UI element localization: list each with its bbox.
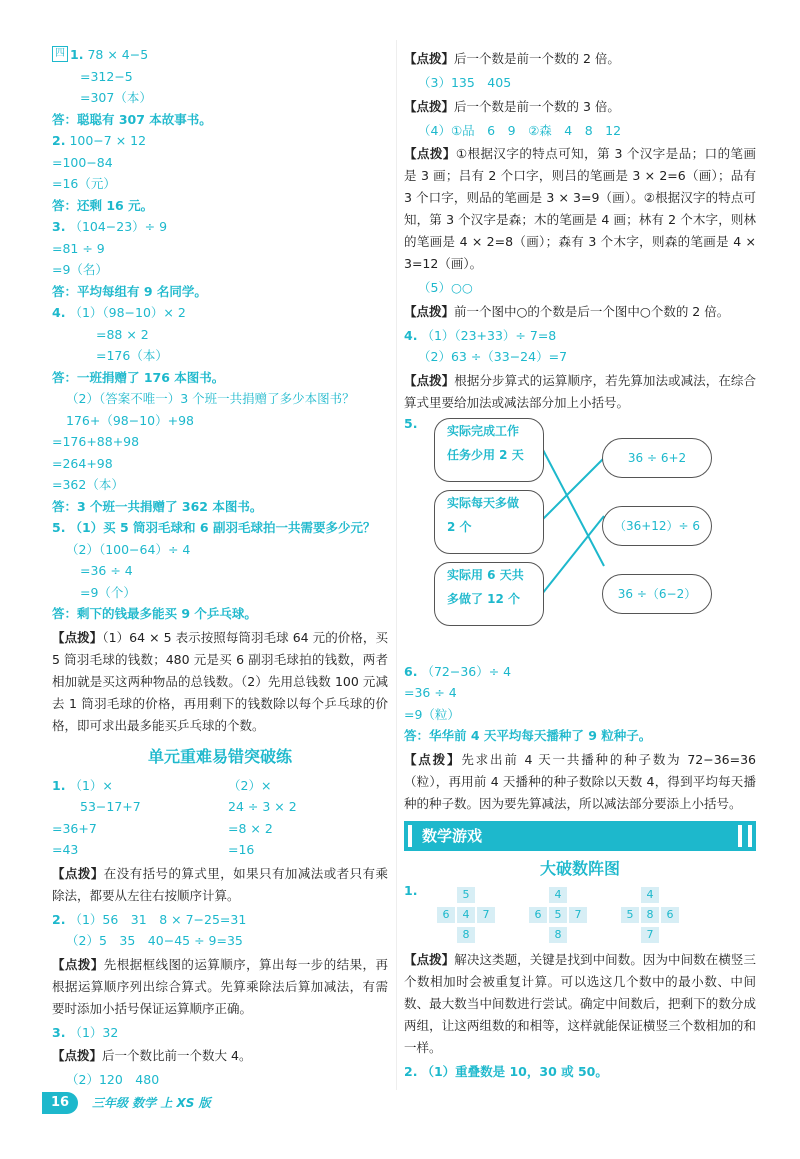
q6-expr: （72−36）÷ 4 — [421, 663, 512, 679]
g2-number: 2. — [404, 1063, 418, 1079]
b1-a-step: 53−17+7 — [80, 799, 141, 814]
puzzle-title: 大破数阵图 — [539, 858, 620, 878]
grid-cell: 4 — [549, 887, 567, 903]
q3-step: =81 ÷ 9 — [52, 240, 105, 256]
b3-part1: （1）32 — [69, 1024, 119, 1040]
q2-number: 2. — [52, 133, 66, 148]
match-line — [542, 516, 604, 594]
expression-oval: （36+12）÷ 6 — [602, 506, 712, 546]
right-column — [404, 46, 756, 1082]
q6-step: =9（粒） — [404, 706, 460, 722]
banner-stripe — [738, 825, 742, 847]
game-title: 数学游戏 — [422, 826, 483, 845]
q4-answer: 答：一班捐赠了 176 本图书。 — [52, 369, 225, 385]
q6-answer: 答：华华前 4 天平均每天播种了 9 粒种子。 — [404, 728, 652, 743]
q4-part2: （2）（答案不唯一）3 个班一共捐赠了多少本图书？ — [66, 391, 355, 406]
tip-text: 在没有括号的算式里，如果只有加减法或者只有乘除法，都要从左往右按顺序计算。 — [52, 865, 388, 903]
b1-number: 1. — [52, 777, 66, 793]
q2-step: =16（元） — [52, 176, 116, 191]
cloud-text: 实际用 6 天共 — [447, 567, 524, 582]
q4-number: 4. — [52, 305, 66, 320]
grid-cell: 7 — [477, 907, 495, 923]
b3-tip — [52, 1045, 388, 1067]
q4-step: 176+（98−10）+98 — [66, 412, 194, 428]
b2-number: 2. — [52, 911, 66, 927]
tip-tag: 【点拨】 — [52, 956, 104, 972]
grid-cell: 6 — [529, 907, 547, 923]
b2-part2: （2）5 35 40−45 ÷ 9=35 — [66, 933, 243, 948]
grid-cell: 5 — [549, 907, 567, 923]
q2-line — [52, 130, 388, 152]
q4-number: 4. — [404, 327, 418, 343]
b2-line — [52, 909, 388, 931]
q5-step: =36 ÷ 4 — [80, 563, 133, 578]
q1-answer: 答：聪聪有 307 本故事书。 — [52, 111, 212, 127]
page-number: 16 — [42, 1092, 78, 1114]
tip-tag: 【点拨】 — [404, 146, 456, 161]
tip-hanzi — [404, 143, 756, 275]
q2-answer: 答：还剩 16 元。 — [52, 197, 154, 213]
b2-tip — [52, 954, 388, 1020]
q5-number: 5. — [404, 415, 418, 431]
q3-answer: 答：平均每组有 9 名同学。 — [52, 283, 207, 299]
cross-grid — [616, 887, 684, 943]
column-divider — [396, 40, 397, 1090]
tip-tag: 【点拨】 — [52, 1048, 103, 1063]
b1-b-head: （2）× — [228, 777, 272, 793]
book-info: 三年级 数学 上 XS 版 — [92, 1096, 211, 1110]
tip-text: 后一个数比前一个数大 4。 — [102, 1048, 252, 1063]
cloud-text: 2 个 — [447, 519, 472, 534]
page-footer — [42, 1092, 292, 1114]
cross-grid — [432, 887, 500, 943]
q4-expr: （1）（98−10）× 2 — [69, 305, 186, 320]
tip-triple — [404, 96, 756, 118]
b3-part2: （2）120 480 — [66, 1072, 160, 1087]
section-badge: 四 — [52, 46, 68, 62]
expression-oval: 36 ÷（6−2） — [602, 574, 712, 614]
q3-step: =9（名） — [52, 262, 108, 277]
q5-part1: （1）买 5 筒羽毛球和 6 副羽毛球拍一共需要多少元？ — [69, 520, 376, 535]
q1-line — [52, 44, 388, 66]
number-grids — [404, 883, 756, 947]
grid-cell: 8 — [457, 927, 475, 943]
tip-tag: 【点拨】 — [404, 98, 455, 114]
tip-circles — [404, 301, 756, 323]
q1-step: =307（本） — [80, 90, 152, 105]
b1-b-step: =8 × 2 — [228, 820, 273, 836]
q6-line — [404, 661, 756, 683]
b1-a-step: =43 — [52, 842, 79, 857]
q1-expr: 78 × 4−5 — [87, 47, 149, 62]
b3-line — [52, 1022, 388, 1044]
q3-expr: （104−23）÷ 9 — [69, 219, 168, 234]
grid-cell: 6 — [661, 907, 679, 923]
q3-number: 3. — [52, 219, 66, 234]
banner-stripe — [748, 825, 752, 847]
tip-tag: 【点拨】 — [52, 629, 103, 645]
r4-answer: （4）①品 6 9 ②森 4 8 12 — [418, 122, 622, 138]
q5-line — [52, 517, 388, 539]
b1-row — [52, 839, 388, 861]
cloud-text: 实际完成工作 — [447, 423, 520, 438]
tip-tag: 【点拨】 — [404, 751, 462, 767]
tip-text: 前一个图中○的个数是后一个图中○个数的 2 倍。 — [454, 303, 730, 319]
tip-tag: 【点拨】 — [404, 51, 455, 66]
g2-line — [404, 1061, 756, 1083]
tip-tag: 【点拨】 — [404, 951, 455, 967]
q4-part1: （1）（23+33）÷ 7=8 — [421, 327, 557, 343]
cloud-text: 任务少用 2 天 — [447, 447, 524, 462]
q5-tip — [52, 627, 388, 737]
q5-number: 5. — [52, 520, 66, 535]
q4-step: =176（本） — [96, 348, 168, 363]
b1-tip — [52, 863, 388, 907]
q4-line — [52, 302, 388, 324]
tip-tag: 【点拨】 — [404, 303, 455, 319]
q4-part2: （2）63 ÷（33−24）=7 — [418, 349, 568, 364]
q4-line — [404, 325, 756, 347]
b3-number: 3. — [52, 1024, 66, 1040]
tip-text: （1）64 × 5 表示按照每筒羽毛球 64 元的价格，买 5 筒羽毛球的钱数；480 元是买 6 副羽毛球拍的钱数，两者相加就是买这两种物品的总钱数。（2）先用总钱数 100 元减去 1 筒羽毛球的价格，再用剩下的钱数除以每个乒乓球的价格，即可求出最多能买乒乓球的个数。 — [52, 629, 388, 733]
condition-cloud — [434, 418, 544, 482]
grid-cell: 7 — [641, 927, 659, 943]
g2-answer: （1）重叠数是 10，30 或 50。 — [421, 1063, 608, 1079]
b1-a-step: =36+7 — [52, 820, 97, 836]
q2-step: =100−84 — [52, 154, 113, 170]
matching-diagram — [404, 416, 756, 661]
grid-cell: 8 — [549, 927, 567, 943]
condition-cloud — [434, 562, 544, 626]
cloud-text: 实际每天多做 — [447, 495, 520, 510]
q6-number: 6. — [404, 663, 418, 679]
q5-step: =9（个） — [80, 584, 136, 600]
grid-cell: 8 — [641, 907, 659, 923]
b1-b-step: =16 — [228, 842, 255, 857]
b1-b-step: 24 ÷ 3 × 2 — [228, 799, 297, 814]
grid-cell: 5 — [457, 887, 475, 903]
q3-line — [52, 216, 388, 238]
b1-row — [52, 796, 388, 818]
q5-part2: （2）（100−64）÷ 4 — [66, 541, 191, 557]
tip-text: 后一个数是前一个数的 2 倍。 — [454, 51, 620, 66]
r5-answer: （5）○○ — [418, 280, 473, 295]
tip-text: 后一个数是前一个数的 3 倍。 — [454, 98, 620, 114]
game-banner — [404, 821, 756, 851]
section-title: 单元重难易错突破练 — [147, 746, 292, 766]
grid-cell: 7 — [569, 907, 587, 923]
q6-tip — [404, 749, 756, 815]
q4-step: =88 × 2 — [96, 326, 149, 342]
q4-step: =264+98 — [52, 455, 113, 471]
grid-cell: 4 — [457, 907, 475, 923]
g1-number: 1. — [404, 882, 418, 898]
q4-answer2: 答：3 个班一共捐赠了 362 本图书。 — [52, 498, 263, 514]
banner-stripe — [408, 825, 412, 847]
tip-text: 先求出前 4 天一共播种的种子数为 72−36=36（粒），再用前 4 天播种的种子数除以天数 4，得到平均每天播种的种子数。因为要先算减法，所以减法部分要添上小括号。 — [404, 751, 756, 811]
tip-text: 先根据框线图的运算顺序，算出每一步的结果，再根据运算顺序列出综合算式。先算乘除法后算加减法，有需要时添加小括号保证运算顺序正确。 — [52, 956, 388, 1016]
left-column — [52, 44, 388, 1091]
cloud-text: 多做了 12 个 — [447, 591, 521, 606]
cross-grid — [524, 887, 592, 943]
q4-step: =362（本） — [52, 477, 124, 492]
g1-tip — [404, 949, 756, 1059]
b1-row — [52, 818, 388, 840]
r3-answer: （3）135 405 — [418, 75, 512, 90]
grid-cell: 6 — [437, 907, 455, 923]
q1-number: 1. — [70, 47, 84, 62]
q4-step: =176+88+98 — [52, 434, 140, 449]
tip-tag: 【点拨】 — [404, 372, 455, 388]
grid-cell: 5 — [621, 907, 639, 923]
b1-a-head: （1）× — [69, 777, 113, 793]
match-line — [542, 448, 604, 566]
grid-cell: 4 — [641, 887, 659, 903]
expression-oval: 36 ÷ 6+2 — [602, 438, 712, 478]
b1-line — [52, 775, 388, 797]
q5-answer: 答：剩下的钱最多能买 9 个乒乓球。 — [52, 606, 257, 621]
tip-double — [404, 48, 756, 70]
q4-tip — [404, 370, 756, 414]
tip-text: 根据分步算式的运算顺序，若先算加法或减法，在综合算式里要给加法或减法部分加上小括号。 — [404, 372, 756, 410]
condition-cloud — [434, 490, 544, 554]
tip-tag: 【点拨】 — [52, 865, 104, 881]
q6-step: =36 ÷ 4 — [404, 685, 457, 700]
q2-expr: 100−7 × 12 — [69, 133, 147, 148]
q1-step: =312−5 — [80, 68, 133, 84]
tip-text: ①根据汉字的特点可知，第 3 个汉字是品；口的笔画是 3 画；吕有 2 个口字，则吕的笔画是 3 × 2=6（画）；品有 3 个口字，则品的笔画是 3 × 3=9（画）。②根据汉字的特点可知，第 3 个汉字是森；木的笔画是 4 画；林有 2 个木字，则林的笔画是 4 × 2=8（画）；森有 3 个木字，则森的笔画是 4 × 3=12（画）。 — [404, 146, 756, 271]
tip-text: 解决这类题，关键是找到中间数。因为中间数在横竖三个数相加时会被重复计算。可以选这几个数中的最小数、中间数、最大数当中间数进行尝试。确定中间数后，把剩下的数分成两组，让这两组数的和相等，这样就能保证横竖三个数相加的和一样。 — [404, 951, 756, 1055]
b2-part1: （1）56 31 8 × 7−25=31 — [69, 911, 247, 927]
